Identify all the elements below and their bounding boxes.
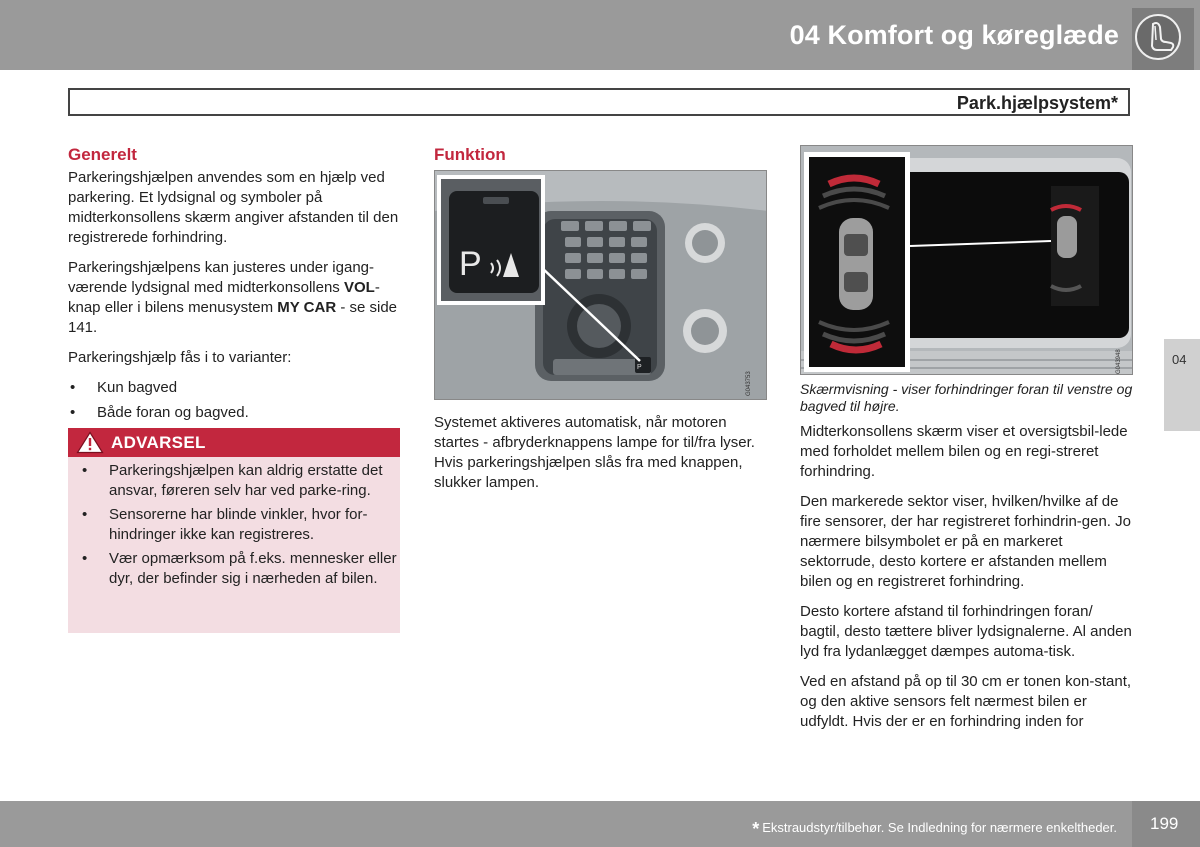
parking-button-label: P [459, 245, 482, 283]
footer-note [752, 819, 1117, 840]
list-item: • Sensorerne har blinde vinkler, hvor for-hindringer ikke kan registreres. [80, 505, 398, 545]
page-number: 199 [1150, 814, 1179, 833]
section-bar [68, 88, 1130, 116]
seat-icon [1135, 14, 1181, 60]
side-tab-label: 04 [1172, 352, 1187, 367]
display-body [800, 422, 1136, 742]
footer-band [0, 801, 1200, 847]
funktion-body [434, 413, 770, 503]
funktion-paragraph: Systemet aktiveres automatisk, når motoren startes - afbryderknappens lampe for til/fra lyser. Hvis parkeringshjælpen slås fra med knappen, slukker lampen. [434, 414, 755, 491]
funktion-column [434, 145, 770, 168]
display-paragraph-3: Desto kortere afstand til forhindringen foran/ bagtil, desto tættere bliver lydsignalerne. Al anden lyd fra lydanlægget dæmpes automa-tisk. [800, 603, 1132, 660]
warning-box [68, 428, 400, 633]
vol-label: VOL [343, 279, 375, 296]
display-paragraph-4: Ved en afstand på op til 30 cm er tonen kon-stant, og den aktive sensors felt nærmest bilen er udfyldt. Hvis der er en forhindring inden for [800, 673, 1132, 730]
p2-text-2: -knap eller i bilens menusystem [68, 279, 380, 316]
my-car-label: MY CAR [277, 299, 337, 316]
p2-text-3: - se side 141. [68, 299, 398, 336]
chapter-title: 04 Komfort og køreglæde [789, 20, 1119, 50]
figure-caption: Skærmvisning - viser forhindringer foran til venstre og bagved til højre. [800, 381, 1133, 414]
warning-header [68, 428, 400, 457]
p2-text-1: Parkeringshjælpens kan justeres under igang-værende lydsignal med midterkonsollens [68, 259, 375, 296]
warning-title: ADVARSEL [111, 433, 206, 452]
chapter-side-tab [1164, 339, 1200, 431]
section-title: Park.hjælpsystem* [956, 93, 1118, 113]
footer-note-text: Ekstraudstyr/tilbehør. Se Indledning for nærmere enkeltheder. [762, 820, 1117, 835]
list-item: • Vær opmærksom på f.eks. mennesker eller dyr, der befinder sig i nærheden af bilen. [80, 549, 398, 589]
list-item: • Både foran og bagved. [68, 403, 404, 423]
variant-list [68, 378, 404, 423]
warning-triangle-icon [76, 431, 104, 459]
generelt-column [68, 145, 404, 433]
footer-asterisk: * [752, 819, 760, 839]
generelt-heading: Generelt [68, 145, 137, 164]
generelt-paragraph-1: Parkeringshjælpen anvendes som en hjælp ved parkering. Et lydsignal og symboler på midterkonsollens skærm angiver afstanden til den registrerede forhindring. [68, 169, 399, 246]
figure-code: G043753 [746, 371, 752, 396]
generelt-paragraph-3: Parkeringshjælp fås i to varianter: [68, 349, 292, 366]
parking-display-figure [800, 145, 1133, 375]
display-paragraph-2: Den markerede sektor viser, hvilken/hvilke af de fire sensorer, der har registreret forhindrin-gen. Jo nærmere bilsymbolet er på en markeret sektorrude, desto kortere er afstanden mellem bilen og en registreret forhindring. [800, 493, 1131, 590]
header-band [0, 0, 1200, 70]
generelt-paragraph-2 [68, 258, 404, 338]
center-console-figure [434, 170, 767, 400]
list-item: • Parkeringshjælpen kan aldrig erstatte det ansvar, føreren selv har ved parke-ring. [80, 461, 398, 501]
list-item: • Kun bagved [68, 378, 404, 398]
svg-text:P: P [637, 364, 642, 371]
funktion-heading: Funktion [434, 145, 506, 164]
page-number-box [1132, 801, 1200, 847]
display-paragraph-1: Midterkonsollens skærm viser et oversigtsbil-lede med forholdet mellem bilen og en regi-streret forhindring. [800, 423, 1128, 480]
figure-code: G043948 [1116, 349, 1122, 374]
warning-list [80, 461, 398, 593]
